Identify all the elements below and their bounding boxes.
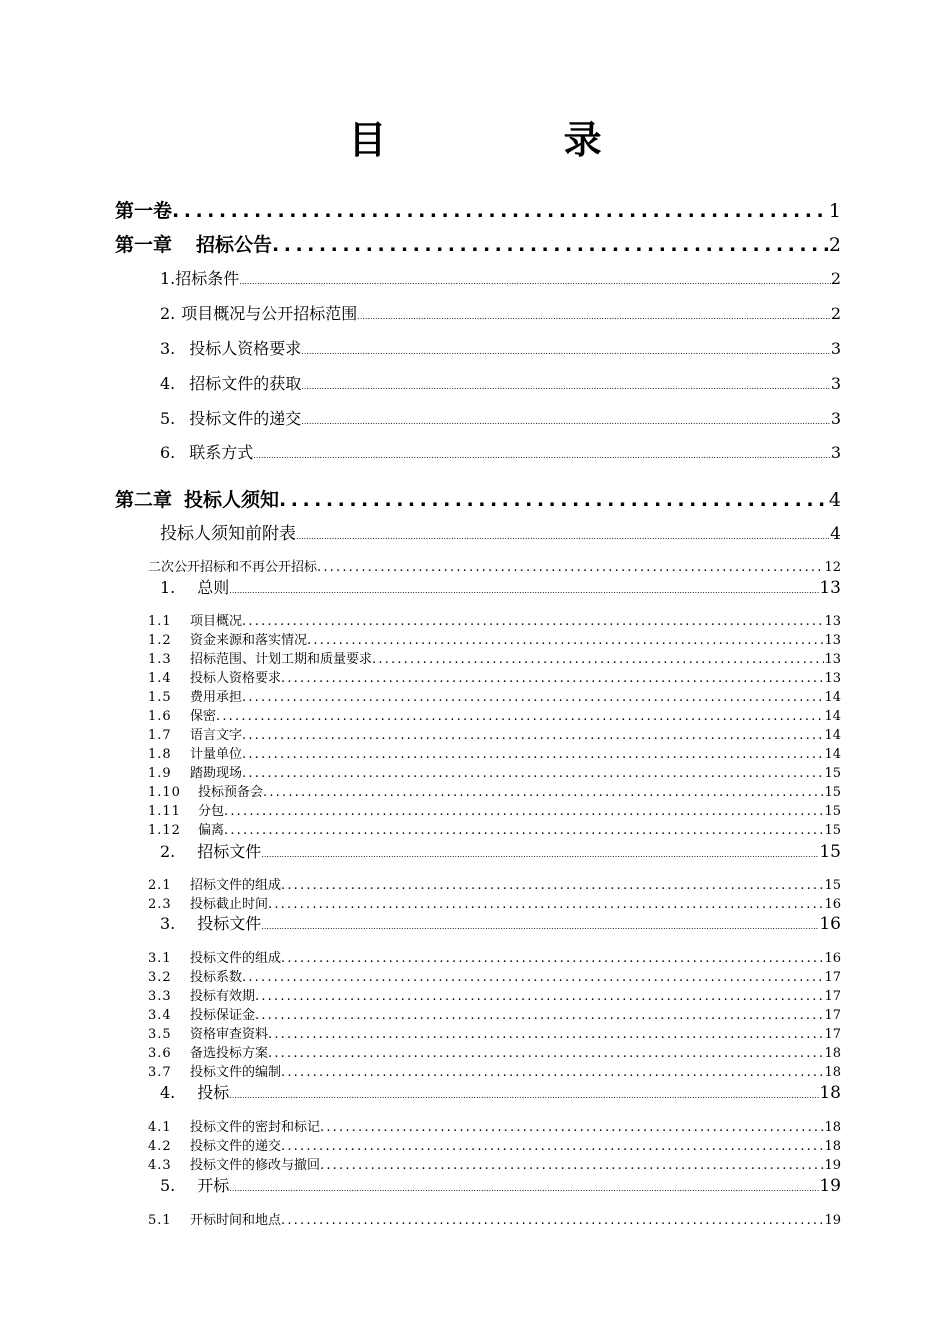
toc-entry-number: 2.: [160, 304, 176, 323]
toc-entry-3-1-sub[interactable]: [148, 947, 841, 966]
toc-entry-label: 投标文件的密封和标记: [190, 1120, 321, 1135]
toc-entry-number: 1.11: [148, 804, 181, 819]
toc-entry-label: 招标文件: [197, 842, 262, 861]
toc-entry-number: 1.4: [148, 671, 172, 686]
toc-page-number: 2: [828, 234, 841, 256]
toc-entry-label: 备选投标方案: [190, 1046, 269, 1061]
toc-entry-text: [148, 762, 242, 781]
toc-entry-number: 3.2: [148, 970, 172, 985]
toc-page-number: 3: [830, 374, 841, 393]
toc-entry-text: [160, 440, 253, 463]
toc-entry-number: 第一卷: [115, 200, 173, 222]
toc-page-number: 3: [830, 339, 841, 358]
toc-entry-1-5[interactable]: [160, 406, 841, 429]
toc-entry-volume-1[interactable]: [115, 196, 841, 223]
toc-page-number: 19: [824, 1213, 841, 1228]
toc-entry-text: [148, 648, 372, 667]
toc-entry-number: 3.5: [148, 1027, 172, 1042]
leader-dots: [317, 560, 824, 575]
toc-entry-text: [160, 406, 301, 429]
toc-entry-label: 投标文件的递交: [189, 409, 302, 428]
toc-entry-section-1[interactable]: [160, 575, 841, 598]
toc-page-number: 16: [824, 951, 841, 966]
toc-entry-number: 5.: [160, 409, 176, 428]
toc-entry-1-3[interactable]: [160, 336, 841, 359]
toc-entry-number: 4.2: [148, 1139, 172, 1154]
toc-entry-text: [148, 874, 281, 893]
toc-entry-1-1-sub[interactable]: [148, 610, 841, 629]
toc-entry-text: [160, 336, 301, 359]
toc-page-number: 13: [824, 614, 841, 629]
toc-entry-text: [160, 575, 229, 598]
toc-entry-text: [148, 966, 242, 985]
toc-entry-label: 分包: [198, 804, 225, 819]
toc-entry-text: [148, 1042, 268, 1061]
toc-entry-number: 1.1: [148, 614, 172, 629]
leader-dots: [372, 652, 824, 667]
toc-entry-label: 招标文件的组成: [190, 878, 282, 893]
toc-entry-number: 1.5: [148, 690, 172, 705]
leader-dots: [255, 1008, 824, 1023]
leader-dots: [242, 728, 824, 743]
toc-entry-number: 3.7: [148, 1065, 172, 1080]
toc-entry-1-8-sub[interactable]: [148, 743, 841, 762]
toc-entry-4-3-sub[interactable]: [148, 1154, 841, 1173]
toc-entry-text: [115, 230, 272, 257]
toc-page-number: 3: [830, 409, 841, 428]
toc-entry-number: 3.: [160, 339, 176, 358]
toc-page-number: 4: [830, 524, 841, 544]
toc-entry-number: 1.8: [148, 747, 172, 762]
toc-entry-number: 5.: [160, 1176, 176, 1195]
toc-entry-label: 费用承担: [190, 690, 243, 705]
toc-entry-label: 投标文件的递交: [190, 1139, 282, 1154]
toc-entry-label: 招标条件: [175, 269, 240, 288]
toc-entry-1-2[interactable]: [160, 301, 841, 324]
toc-entry-label: 投标人须知: [184, 489, 280, 511]
leader-dots: [263, 785, 824, 800]
toc-entry-text: [148, 705, 216, 724]
toc-entry-text: [148, 1023, 268, 1042]
toc-entry-label: 开标时间和地点: [190, 1213, 282, 1228]
leader-dots: [268, 1027, 824, 1042]
toc-entry-label: 招标文件的获取: [189, 374, 302, 393]
leader-dots: [281, 1065, 824, 1080]
toc-page-number: 1: [828, 200, 841, 222]
toc-page-number: 3: [830, 443, 841, 462]
toc-entry-text: [115, 485, 279, 512]
toc-entry-3-7-sub[interactable]: [148, 1061, 841, 1080]
toc-entry-1-6-sub[interactable]: [148, 705, 841, 724]
leader-dots: [229, 586, 819, 595]
leader-dots: [320, 1120, 824, 1135]
toc-entry-text: [148, 629, 307, 648]
toc-page-number: 15: [824, 804, 841, 819]
toc-page-number: 14: [824, 747, 841, 762]
toc-page-number: 12: [824, 560, 841, 575]
toc-entry-3-3-sub[interactable]: [148, 985, 841, 1004]
toc-entry-number: 1.7: [148, 728, 172, 743]
toc-entry-label: 招标范围、计划工期和质量要求: [190, 652, 373, 667]
leader-dots: [281, 671, 824, 686]
toc-page-number: 13: [824, 652, 841, 667]
toc-entry-label: 投标文件的编制: [190, 1065, 282, 1080]
toc-entry-number: 1.2: [148, 633, 172, 648]
leader-dots: [357, 312, 831, 321]
leader-dots: [261, 850, 819, 859]
leader-dots: [307, 633, 824, 648]
toc-page-number: 18: [824, 1120, 841, 1135]
toc-entry-label: 资格审查资料: [190, 1027, 269, 1042]
toc-entry-label: 投标系数: [190, 970, 243, 985]
leader-dots: [268, 897, 824, 912]
leader-dots: [242, 690, 824, 705]
leader-dots: [281, 1213, 824, 1228]
toc-entry-3-6-sub[interactable]: [148, 1042, 841, 1061]
toc-page-number: 15: [824, 785, 841, 800]
page-title: 目 录: [348, 118, 684, 162]
toc-entry-label: 投标文件: [197, 914, 262, 933]
toc-entry-1-6[interactable]: [160, 440, 841, 463]
toc-entry-1-4[interactable]: [160, 371, 841, 394]
toc-entry-label: 投标文件的组成: [190, 951, 282, 966]
toc-entry-label: 踏勘现场: [190, 766, 243, 781]
toc-entry-number: 3.6: [148, 1046, 172, 1061]
leader-dots: [255, 989, 824, 1004]
toc-entry-label: 投标预备会: [198, 785, 264, 800]
leader-dots: [224, 823, 824, 838]
toc-page-number: 16: [819, 914, 841, 934]
toc-entry-number: 1.12: [148, 823, 181, 838]
toc-page-number: 19: [819, 1176, 841, 1196]
toc-page-number: 13: [824, 633, 841, 648]
leader-dots: [242, 747, 824, 762]
toc-entry-text: [148, 724, 242, 743]
toc-entry-text: [160, 1173, 229, 1196]
toc-entry-label: 资金来源和落实情况: [190, 633, 308, 648]
toc-entry-text: [160, 371, 301, 394]
toc-entry-number: 1.: [160, 269, 176, 288]
toc-entry-number: 2.1: [148, 878, 172, 893]
leader-dots: [229, 1184, 819, 1193]
toc-entry-section-2[interactable]: [160, 839, 841, 862]
toc-entry-label: 联系方式: [189, 443, 254, 462]
toc-page-number: 19: [824, 1158, 841, 1173]
toc-entry-number: 6.: [160, 443, 176, 462]
toc-entry-number: 4.: [160, 374, 176, 393]
toc-entry-label: 计量单位: [190, 747, 243, 762]
leader-dots: [296, 532, 830, 541]
toc-entry-text: [148, 819, 224, 838]
toc-page-number: 15: [824, 766, 841, 781]
toc-entry-number: 3.1: [148, 951, 172, 966]
toc-entry-label: 投标有效期: [190, 989, 256, 1004]
toc-entry-4-1-sub[interactable]: [148, 1116, 841, 1135]
toc-page-number: 17: [824, 1027, 841, 1042]
toc-page-number: 18: [824, 1065, 841, 1080]
toc-entry-1-12-sub[interactable]: [148, 819, 841, 838]
toc-page-number: 18: [824, 1139, 841, 1154]
toc-entry-text: [148, 667, 281, 686]
toc-page-number: 14: [824, 728, 841, 743]
toc-entry-text: [148, 985, 255, 1004]
leader-dots: [229, 1091, 819, 1100]
toc-entry-number: 4.: [160, 1083, 176, 1102]
toc-entry-section-5[interactable]: [160, 1173, 841, 1196]
toc-entry-text: [148, 781, 263, 800]
toc-entry-text: [148, 947, 281, 966]
toc-entry-label: 项目概况: [190, 614, 243, 629]
toc-page-number: 4: [828, 489, 841, 511]
toc-entry-1-1[interactable]: [160, 266, 841, 289]
leader-dots: [253, 451, 831, 460]
toc-entry-label: 投标人资格要求: [189, 339, 302, 358]
toc-entry-label: 投标文件的修改与撤回: [190, 1158, 321, 1173]
toc-entry-text: [160, 301, 357, 324]
toc-entry-number: 4.3: [148, 1158, 172, 1173]
toc-entry-number: 1.6: [148, 709, 172, 724]
toc-entry-number: 第二章: [115, 489, 173, 511]
toc-entry-label: 保密: [190, 709, 217, 724]
toc-entry-text: [148, 1154, 320, 1173]
leader-dots: [242, 970, 824, 985]
toc-entry-number: 4.1: [148, 1120, 172, 1135]
toc-entry-1-9-sub[interactable]: [148, 762, 841, 781]
toc-entry-number: 2.: [160, 842, 176, 861]
toc-page-number: 17: [824, 1008, 841, 1023]
toc-entry-label: 招标公告: [196, 234, 273, 256]
leader-dots: [320, 1158, 824, 1173]
toc-entry-number: 3.3: [148, 989, 172, 1004]
toc-entry-1-10-sub[interactable]: [148, 781, 841, 800]
toc-entry-chapter-1[interactable]: [115, 230, 841, 257]
toc-entry-1-11-sub[interactable]: [148, 800, 841, 819]
toc-entry-1-4-sub[interactable]: [148, 667, 841, 686]
leader-dots: [224, 804, 824, 819]
toc-entry-number: 5.1: [148, 1213, 172, 1228]
toc-entry-text: [148, 1116, 320, 1135]
toc-entry-1-5-sub[interactable]: [148, 686, 841, 705]
toc-entry-text: [148, 1209, 281, 1228]
toc-entry-text: [160, 1080, 229, 1103]
leader-dots: [301, 382, 831, 391]
toc-entry-3-2-sub[interactable]: [148, 966, 841, 985]
toc-page-number: 17: [824, 970, 841, 985]
toc-entry-text: [148, 1061, 281, 1080]
toc-page-number: 15: [819, 842, 841, 862]
leader-dots: [272, 234, 829, 256]
toc-entry-1-7-sub[interactable]: [148, 724, 841, 743]
toc-page-number: 17: [824, 989, 841, 1004]
toc-entry-chapter-2[interactable]: [115, 485, 841, 512]
toc-page-number: 16: [824, 897, 841, 912]
toc-entry-label: 偏离: [198, 823, 225, 838]
toc-page-number: 2: [830, 304, 841, 323]
toc-entry-label: 二次公开招标和不再公开招标: [148, 560, 318, 575]
toc-entry-number: 2.3: [148, 897, 172, 912]
toc-entry-3-5-sub[interactable]: [148, 1023, 841, 1042]
toc-entry-2-b[interactable]: [148, 556, 841, 575]
toc-entry-label: 开标: [197, 1176, 230, 1195]
toc-entry-number: 1.3: [148, 652, 172, 667]
leader-dots: [279, 489, 829, 511]
leader-dots: [268, 1046, 824, 1061]
toc-page-number: 15: [824, 823, 841, 838]
toc-entry-5-1-sub[interactable]: [148, 1209, 841, 1228]
toc-entry-4-2-sub[interactable]: [148, 1135, 841, 1154]
toc-entry-2-3-sub[interactable]: [148, 893, 841, 912]
toc-entry-section-4[interactable]: [160, 1080, 841, 1103]
leader-dots: [301, 347, 831, 356]
leader-dots: [261, 922, 819, 931]
toc-entry-label: 投标人须知前附表: [160, 524, 296, 544]
leader-dots: [216, 709, 824, 724]
toc-page-number: 15: [824, 878, 841, 893]
toc-entry-3-4-sub[interactable]: [148, 1004, 841, 1023]
toc-entry-number: 1.9: [148, 766, 172, 781]
toc-entry-text: [148, 800, 224, 819]
toc-entry-number: 1.: [160, 578, 176, 597]
toc-entry-1-3-sub[interactable]: [148, 648, 841, 667]
toc-page-number: 14: [824, 709, 841, 724]
toc-entry-text: [148, 610, 242, 629]
toc-entry-text: [148, 893, 268, 912]
toc-entry-label: 项目概况与公开招标范围: [181, 304, 358, 323]
leader-dots: [242, 614, 824, 629]
toc-page-number: 13: [824, 671, 841, 686]
toc-entry-2-a[interactable]: [160, 519, 841, 544]
toc-entry-text: [160, 266, 239, 289]
toc-page-number: 18: [824, 1046, 841, 1061]
toc-entry-text: [160, 839, 261, 862]
toc-entry-number: 1.10: [148, 785, 181, 800]
toc-entry-number: 3.: [160, 914, 176, 933]
toc-entry-label: 投标保证金: [190, 1008, 256, 1023]
toc-entry-text: [160, 911, 261, 934]
leader-dots: [281, 1139, 824, 1154]
toc-entry-label: 投标人资格要求: [190, 671, 282, 686]
leader-dots: [281, 951, 824, 966]
leader-dots: [172, 200, 829, 222]
toc-page-number: 14: [824, 690, 841, 705]
toc-entry-text: [148, 1004, 255, 1023]
toc-entry-number: 第一章: [115, 234, 173, 256]
toc-page-number: 18: [819, 1083, 841, 1103]
leader-dots: [281, 878, 824, 893]
leader-dots: [242, 766, 824, 781]
toc-entry-section-3[interactable]: [160, 911, 841, 934]
toc-page-number: 2: [830, 269, 841, 288]
leader-dots: [301, 417, 831, 426]
toc-entry-text: [148, 743, 242, 762]
toc-entry-2-1-sub[interactable]: [148, 874, 841, 893]
toc-entry-label: 投标: [197, 1083, 230, 1102]
toc-entry-label: 总则: [197, 578, 230, 597]
toc-entry-1-2-sub[interactable]: [148, 629, 841, 648]
toc-page-number: 13: [819, 578, 841, 598]
toc-entry-label: 投标截止时间: [190, 897, 269, 912]
leader-dots: [239, 277, 831, 286]
toc-entry-number: 3.4: [148, 1008, 172, 1023]
toc-entry-label: 语言文字: [190, 728, 243, 743]
toc-entry-text: [148, 1135, 281, 1154]
toc-entry-text: [148, 686, 242, 705]
